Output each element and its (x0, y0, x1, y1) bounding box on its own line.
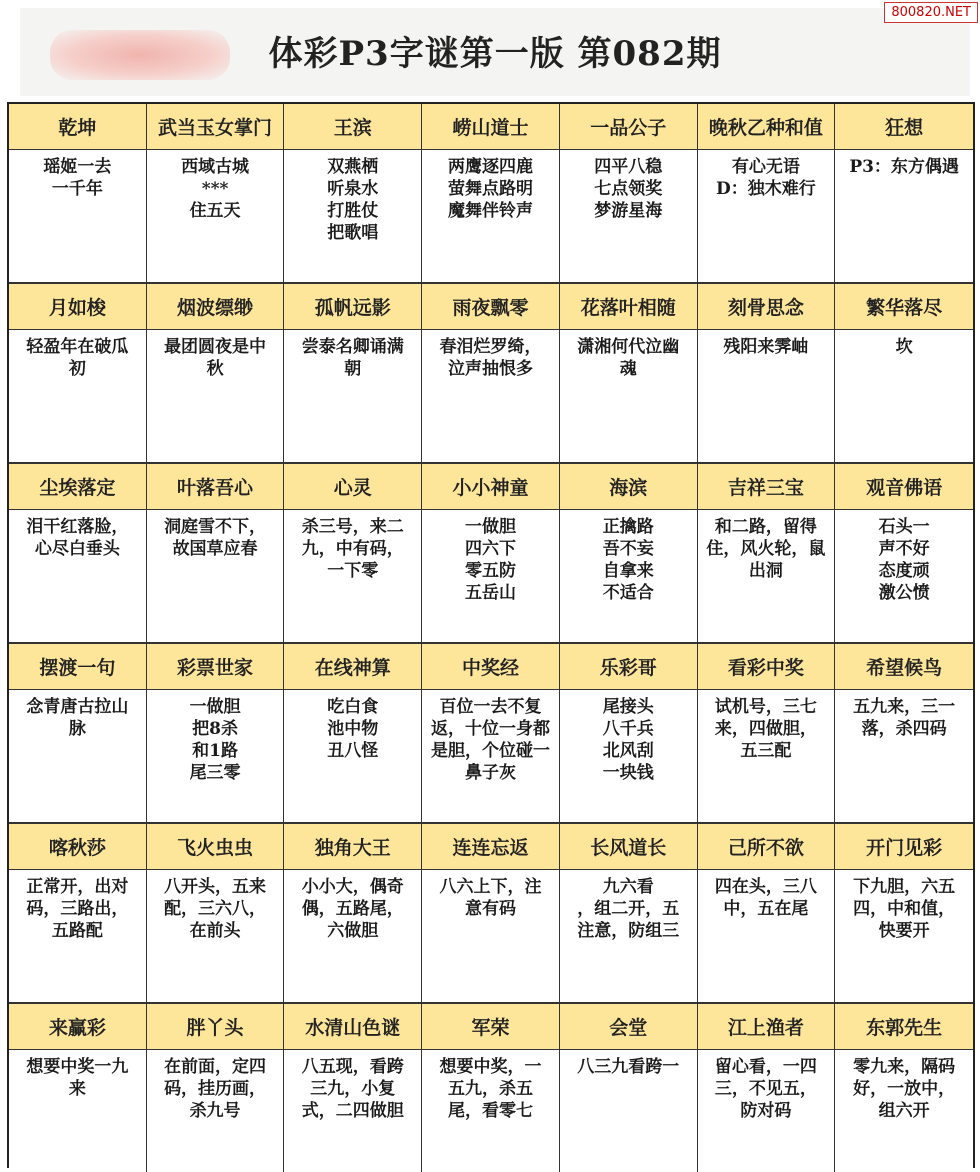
riddle-text-cell: 念青唐古拉山 脉 (9, 690, 147, 824)
riddle-text-cell: 洞庭雪不下， 故国草应春 (147, 510, 285, 644)
riddle-text-cell: 八六上下，注 意有码 (422, 870, 560, 1004)
riddle-text-cell: 西域古城 *** 住五天 (147, 150, 285, 284)
riddle-text-cell: 和二路，留得 住，风火轮，鼠 出洞 (698, 510, 836, 644)
author-name-cell: 飞火虫虫 (147, 824, 285, 870)
riddle-text-cell: 四平八稳 七点领奖 梦游星海 (560, 150, 698, 284)
author-name-cell: 狂想 (835, 104, 973, 150)
author-name-cell: 在线神算 (284, 644, 422, 690)
author-name-cell: 中奖经 (422, 644, 560, 690)
riddle-text-cell: 八开头，五来 配，三六八， 在前头 (147, 870, 285, 1004)
author-name-cell: 叶落吾心 (147, 464, 285, 510)
author-name-cell: 繁华落尽 (835, 284, 973, 330)
author-name-cell: 看彩中奖 (698, 644, 836, 690)
page-header (20, 8, 970, 96)
riddle-text-cell: 四在头，三八 中，五在尾 (698, 870, 836, 1004)
riddle-text-cell: 吃白食 池中物 丑八怪 (284, 690, 422, 824)
riddle-text-cell: 试机号，三七 来，四做胆， 五三配 (698, 690, 836, 824)
author-name-cell: 胖丫头 (147, 1004, 285, 1050)
riddle-text-cell: 九六看 ，组二开，五 注意，防组三 (560, 870, 698, 1004)
author-name-cell: 会堂 (560, 1004, 698, 1050)
riddle-text-cell: 春泪烂罗绮， 泣声抽恨多 (422, 330, 560, 464)
riddle-text-cell: 坎 (835, 330, 973, 464)
riddle-text-cell: 最团圆夜是中 秋 (147, 330, 285, 464)
riddle-text-cell: 八三九看跨一 (560, 1050, 698, 1172)
author-name-cell: 希望候鸟 (835, 644, 973, 690)
riddle-text-cell: 潇湘何代泣幽 魂 (560, 330, 698, 464)
author-name-cell: 观音佛语 (835, 464, 973, 510)
riddle-text-cell: 两鹰逐四鹿 萤舞点路明 魔舞伴铃声 (422, 150, 560, 284)
author-name-cell: 雨夜飘零 (422, 284, 560, 330)
riddle-text-cell: 小小大，偶奇 偶，五路尾， 六做胆 (284, 870, 422, 1004)
author-name-cell: 武当玉女掌门 (147, 104, 285, 150)
riddle-text-cell: 在前面，定四 码，挂历画， 杀九号 (147, 1050, 285, 1172)
riddle-text-cell: 瑶姬一去 一千年 (9, 150, 147, 284)
riddle-text-cell: 一做胆 把8杀 和1路 尾三零 (147, 690, 285, 824)
riddle-text-cell: 尾接头 八千兵 北风刮 一块钱 (560, 690, 698, 824)
author-name-cell: 来赢彩 (9, 1004, 147, 1050)
riddle-text-cell: 轻盈年在破瓜 初 (9, 330, 147, 464)
author-name-cell: 长风道长 (560, 824, 698, 870)
author-name-cell: 尘埃落定 (9, 464, 147, 510)
riddle-text-cell: 留心看，一四 三，不见五， 防对码 (698, 1050, 836, 1172)
riddle-grid (7, 102, 975, 1168)
riddle-text-cell: 想要中奖一九 来 (9, 1050, 147, 1172)
riddle-text-cell: 一做胆 四六下 零五防 五岳山 (422, 510, 560, 644)
author-name-cell: 独角大王 (284, 824, 422, 870)
riddle-text-cell: 五九来，三一 落，杀四码 (835, 690, 973, 824)
author-name-cell: 海滨 (560, 464, 698, 510)
author-name-cell: 烟波缥缈 (147, 284, 285, 330)
riddle-text-cell: 尝泰名卿诵满 朝 (284, 330, 422, 464)
author-name-cell: 摆渡一句 (9, 644, 147, 690)
riddle-text-cell: 想要中奖，一 五九，杀五 尾，看零七 (422, 1050, 560, 1172)
author-name-cell: 喀秋莎 (9, 824, 147, 870)
author-name-cell: 吉祥三宝 (698, 464, 836, 510)
riddle-text-cell: P3：东方偶遇 (835, 150, 973, 284)
author-name-cell: 彩票世家 (147, 644, 285, 690)
riddle-text-cell: 八五现，看跨 三九，小复 式，二四做胆 (284, 1050, 422, 1172)
author-name-cell: 水清山色谜 (284, 1004, 422, 1050)
riddle-text-cell: 双燕栖 听泉水 打胜仗 把歌唱 (284, 150, 422, 284)
riddle-text-cell: 有心无语 D：独木难行 (698, 150, 836, 284)
author-name-cell: 小小神童 (422, 464, 560, 510)
riddle-text-cell: 残阳来霁岫 (698, 330, 836, 464)
riddle-text-cell: 百位一去不复 返，十位一身都 是胆，个位碰一 鼻子灰 (422, 690, 560, 824)
author-name-cell: 刻骨思念 (698, 284, 836, 330)
author-name-cell: 连连忘返 (422, 824, 560, 870)
author-name-cell: 乐彩哥 (560, 644, 698, 690)
riddle-text-cell: 杀三号，来二 九，中有码， 一下零 (284, 510, 422, 644)
riddle-text-cell: 泪干红落脸， 心尽白垂头 (9, 510, 147, 644)
author-name-cell: 孤帆远影 (284, 284, 422, 330)
author-name-cell: 心灵 (284, 464, 422, 510)
page-title: 体彩P3字谜第一版 第082期 (268, 34, 722, 74)
author-name-cell: 江上渔者 (698, 1004, 836, 1050)
author-name-cell: 一品公子 (560, 104, 698, 150)
riddle-text-cell: 正常开，出对 码，三路出， 五路配 (9, 870, 147, 1004)
author-name-cell: 开门见彩 (835, 824, 973, 870)
riddle-text-cell: 下九胆，六五 四，中和值， 快要开 (835, 870, 973, 1004)
riddle-text-cell: 零九来，隔码 好，一放中， 组六开 (835, 1050, 973, 1172)
riddle-text-cell: 正擒路 吾不妄 自拿来 不适合 (560, 510, 698, 644)
author-name-cell: 军荣 (422, 1004, 560, 1050)
author-name-cell: 崂山道士 (422, 104, 560, 150)
author-name-cell: 花落叶相随 (560, 284, 698, 330)
riddle-text-cell: 石头一 声不好 态度顽 激公愤 (835, 510, 973, 644)
author-name-cell: 东郭先生 (835, 1004, 973, 1050)
site-watermark: 800820.NET (884, 2, 978, 23)
author-name-cell: 王滨 (284, 104, 422, 150)
author-name-cell: 月如梭 (9, 284, 147, 330)
author-name-cell: 乾坤 (9, 104, 147, 150)
author-name-cell: 己所不欲 (698, 824, 836, 870)
author-name-cell: 晚秋乙种和值 (698, 104, 836, 150)
